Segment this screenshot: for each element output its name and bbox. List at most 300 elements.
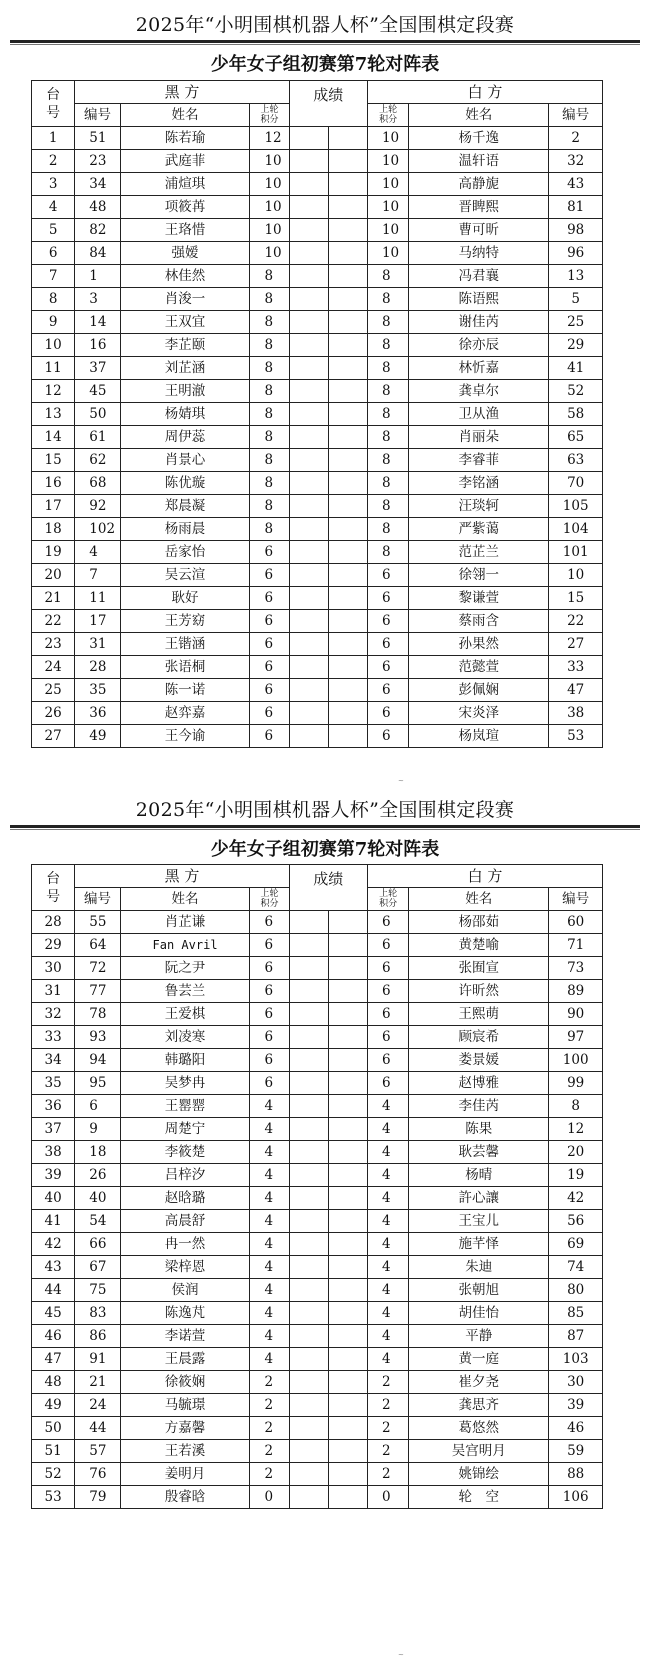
white-name: 黎谦萱 (409, 587, 549, 610)
pairing-row (32, 472, 603, 495)
white-prev-score: 6 (367, 587, 408, 610)
white-prev-score: 4 (367, 1164, 408, 1187)
pairing-row (32, 495, 603, 518)
table-number: 6 (32, 242, 75, 265)
pairing-row (32, 980, 603, 1003)
result-cell-white[interactable] (328, 1486, 367, 1509)
black-name: 徐筱娴 (120, 1371, 250, 1394)
result-cell-white[interactable] (328, 587, 367, 610)
white-number: 81 (549, 196, 603, 219)
black-prev-score: 8 (250, 518, 289, 541)
white-name: 王宝儿 (409, 1210, 549, 1233)
result-cell-black[interactable] (289, 288, 328, 311)
white-number: 46 (549, 1417, 603, 1440)
result-cell-black[interactable] (289, 127, 328, 150)
table-number: 48 (32, 1371, 75, 1394)
result-cell-black[interactable] (289, 725, 328, 748)
round-subtitle: 少年女子组初赛第7轮对阵表 (210, 54, 440, 75)
result-cell-black[interactable] (289, 219, 328, 242)
result-cell-white[interactable] (328, 449, 367, 472)
table-number: 25 (32, 679, 75, 702)
result-cell-white[interactable] (328, 1164, 367, 1187)
black-name: 周楚宁 (120, 1118, 250, 1141)
pairing-row (32, 242, 603, 265)
black-prev-score: 4 (250, 1118, 289, 1141)
result-cell-white[interactable] (328, 1463, 367, 1486)
black-prev-score: 6 (250, 633, 289, 656)
black-prev-score: 4 (250, 1256, 289, 1279)
black-number: 31 (75, 633, 120, 656)
white-prev-score: 4 (367, 1095, 408, 1118)
white-number: 74 (549, 1256, 603, 1279)
black-prev-score: 4 (250, 1233, 289, 1256)
white-name: 彭佩娴 (409, 679, 549, 702)
black-prev-score: 4 (250, 1141, 289, 1164)
result-cell-black[interactable] (289, 196, 328, 219)
result-cell-black[interactable] (289, 1440, 328, 1463)
white-prev-score: 6 (367, 656, 408, 679)
result-cell-white[interactable] (328, 1072, 367, 1095)
white-name: 施芊怿 (409, 1233, 549, 1256)
title-rule-thin (10, 829, 640, 830)
table-number: 26 (32, 702, 75, 725)
table-number: 29 (32, 934, 75, 957)
table-number: 35 (32, 1072, 75, 1095)
white-name: 杨邵茹 (409, 911, 549, 934)
white-number: 90 (549, 1003, 603, 1026)
pairing-row (32, 541, 603, 564)
result-cell-black[interactable] (289, 980, 328, 1003)
result-cell-white[interactable] (328, 934, 367, 957)
black-prev-score: 6 (250, 911, 289, 934)
result-cell-black[interactable] (289, 1210, 328, 1233)
header-black-num: 编号 (75, 104, 120, 127)
black-number: 23 (75, 150, 120, 173)
white-number: 65 (549, 426, 603, 449)
black-number: 50 (75, 403, 120, 426)
black-prev-score: 10 (250, 242, 289, 265)
result-cell-black[interactable] (289, 1118, 328, 1141)
black-prev-score: 8 (250, 426, 289, 449)
white-name: 杨岚瑄 (409, 725, 549, 748)
result-cell-white[interactable] (328, 1394, 367, 1417)
result-cell-black[interactable] (289, 1026, 328, 1049)
white-prev-score: 8 (367, 541, 408, 564)
prev-line2: 积分 (260, 115, 279, 125)
header-table-no (32, 865, 75, 911)
white-name: 马纳特 (409, 242, 549, 265)
black-name: 李诺萱 (120, 1325, 250, 1348)
header-white-name: 姓名 (409, 104, 549, 127)
pairing-row (32, 1210, 603, 1233)
result-cell-white[interactable] (328, 564, 367, 587)
black-number: 24 (75, 1394, 120, 1417)
white-prev-score: 6 (367, 1003, 408, 1026)
white-name: 轮 空 (409, 1486, 549, 1509)
header-black-name: 姓名 (120, 888, 250, 911)
black-prev-score: 6 (250, 587, 289, 610)
black-name: 王罂罂 (120, 1095, 250, 1118)
pairing-row (32, 150, 603, 173)
white-number: 97 (549, 1026, 603, 1049)
white-name: 崔夕尧 (409, 1371, 549, 1394)
result-cell-black[interactable] (289, 1256, 328, 1279)
white-number: 27 (549, 633, 603, 656)
header-black-name: 姓名 (120, 104, 250, 127)
result-cell-white[interactable] (328, 1440, 367, 1463)
black-number: 93 (75, 1026, 120, 1049)
white-number: 25 (549, 311, 603, 334)
black-name: 赵晗璐 (120, 1187, 250, 1210)
black-prev-score: 6 (250, 679, 289, 702)
pairing-row (32, 1394, 603, 1417)
pairing-row (32, 1072, 603, 1095)
result-cell-white[interactable] (328, 1118, 367, 1141)
black-name: 王锴涵 (120, 633, 250, 656)
black-prev-score: 6 (250, 541, 289, 564)
result-cell-white[interactable] (328, 1256, 367, 1279)
black-prev-score: 8 (250, 380, 289, 403)
white-name: 赵博雅 (409, 1072, 549, 1095)
result-cell-white[interactable] (328, 1302, 367, 1325)
result-cell-white[interactable] (328, 702, 367, 725)
table-number: 51 (32, 1440, 75, 1463)
white-number: 5 (549, 288, 603, 311)
white-prev-score: 8 (367, 357, 408, 380)
prev-line1: 上轮 (260, 889, 279, 899)
black-name: 冉一然 (120, 1233, 250, 1256)
result-cell-black[interactable] (289, 449, 328, 472)
white-number: 96 (549, 242, 603, 265)
black-prev-score: 6 (250, 656, 289, 679)
white-name: 朱迪 (409, 1256, 549, 1279)
result-cell-black[interactable] (289, 633, 328, 656)
result-cell-black[interactable] (289, 265, 328, 288)
result-cell-white[interactable] (328, 173, 367, 196)
table-number: 53 (32, 1486, 75, 1509)
result-cell-white[interactable] (328, 1233, 367, 1256)
black-number: 11 (75, 587, 120, 610)
white-number: 39 (549, 1394, 603, 1417)
result-cell-white[interactable] (328, 656, 367, 679)
result-cell-black[interactable] (289, 911, 328, 934)
black-prev-score: 8 (250, 311, 289, 334)
black-name: 肖芷谦 (120, 911, 250, 934)
result-cell-black[interactable] (289, 334, 328, 357)
result-cell-black[interactable] (289, 1164, 328, 1187)
black-number: 3 (75, 288, 120, 311)
result-cell-black[interactable] (289, 541, 328, 564)
result-cell-black[interactable] (289, 702, 328, 725)
black-name: 方嘉馨 (120, 1417, 250, 1440)
black-name: 侯润 (120, 1279, 250, 1302)
result-cell-white[interactable] (328, 980, 367, 1003)
result-cell-white[interactable] (328, 1279, 367, 1302)
result-cell-black[interactable] (289, 1233, 328, 1256)
white-prev-score: 10 (367, 127, 408, 150)
white-number: 70 (549, 472, 603, 495)
black-prev-score: 6 (250, 702, 289, 725)
white-number: 47 (549, 679, 603, 702)
black-name: 浦煊琪 (120, 173, 250, 196)
black-prev-score: 0 (250, 1486, 289, 1509)
table-number: 36 (32, 1095, 75, 1118)
result-cell-black[interactable] (289, 1463, 328, 1486)
white-number: 69 (549, 1233, 603, 1256)
result-cell-white[interactable] (328, 725, 367, 748)
white-name: 平静 (409, 1325, 549, 1348)
result-cell-black[interactable] (289, 472, 328, 495)
result-cell-white[interactable] (328, 380, 367, 403)
black-prev-score: 8 (250, 495, 289, 518)
result-cell-black[interactable] (289, 1049, 328, 1072)
result-cell-white[interactable] (328, 1187, 367, 1210)
result-cell-black[interactable] (289, 1348, 328, 1371)
black-name: 肖浚一 (120, 288, 250, 311)
result-cell-white[interactable] (328, 1371, 367, 1394)
result-cell-black[interactable] (289, 150, 328, 173)
black-name: 刘芷涵 (120, 357, 250, 380)
black-number: 40 (75, 1187, 120, 1210)
black-prev-score: 2 (250, 1417, 289, 1440)
table-number: 3 (32, 173, 75, 196)
result-cell-white[interactable] (328, 426, 367, 449)
pairing-row (32, 334, 603, 357)
black-name: 肖景心 (120, 449, 250, 472)
black-number: 82 (75, 219, 120, 242)
result-cell-white[interactable] (328, 1348, 367, 1371)
scan-mark: ~ (398, 1651, 404, 1659)
prev-line2: 积分 (379, 899, 398, 909)
result-cell-white[interactable] (328, 334, 367, 357)
black-name: 王若溪 (120, 1440, 250, 1463)
header-table-no-label: 台号 (46, 86, 61, 121)
result-cell-white[interactable] (328, 518, 367, 541)
white-name: 黄一庭 (409, 1348, 549, 1371)
result-cell-black[interactable] (289, 934, 328, 957)
result-cell-black[interactable] (289, 1072, 328, 1095)
black-number: 95 (75, 1072, 120, 1095)
pairing-row (32, 1164, 603, 1187)
pairing-row (32, 633, 603, 656)
result-cell-white[interactable] (328, 633, 367, 656)
result-cell-black[interactable] (289, 173, 328, 196)
black-number: 48 (75, 196, 120, 219)
white-number: 60 (549, 911, 603, 934)
result-cell-white[interactable] (328, 610, 367, 633)
black-name: 马毓璟 (120, 1394, 250, 1417)
white-name: 李睿菲 (409, 449, 549, 472)
result-cell-white[interactable] (328, 957, 367, 980)
black-prev-score: 8 (250, 334, 289, 357)
black-name: 高晨舒 (120, 1210, 250, 1233)
black-name: 王晨露 (120, 1348, 250, 1371)
result-cell-black[interactable] (289, 656, 328, 679)
white-prev-score: 2 (367, 1440, 408, 1463)
result-cell-black[interactable] (289, 518, 328, 541)
white-number: 43 (549, 173, 603, 196)
black-prev-score: 8 (250, 357, 289, 380)
result-cell-white[interactable] (328, 311, 367, 334)
result-cell-black[interactable] (289, 1371, 328, 1394)
table-number: 8 (32, 288, 75, 311)
white-name: 杨晴 (409, 1164, 549, 1187)
result-cell-black[interactable] (289, 1003, 328, 1026)
result-cell-black[interactable] (289, 1279, 328, 1302)
result-cell-black[interactable] (289, 564, 328, 587)
result-cell-black[interactable] (289, 495, 328, 518)
result-cell-white[interactable] (328, 265, 367, 288)
result-cell-white[interactable] (328, 357, 367, 380)
white-prev-score: 4 (367, 1118, 408, 1141)
header-black-num: 编号 (75, 888, 120, 911)
prev-line2: 积分 (379, 115, 398, 125)
result-cell-black[interactable] (289, 1394, 328, 1417)
black-number: 84 (75, 242, 120, 265)
result-cell-white[interactable] (328, 150, 367, 173)
black-number: 83 (75, 1302, 120, 1325)
white-number: 32 (549, 150, 603, 173)
result-cell-black[interactable] (289, 1486, 328, 1509)
result-cell-white[interactable] (328, 1325, 367, 1348)
black-number: 79 (75, 1486, 120, 1509)
black-name: 陈一诺 (120, 679, 250, 702)
black-number: 6 (75, 1095, 120, 1118)
white-number: 56 (549, 1210, 603, 1233)
result-cell-black[interactable] (289, 426, 328, 449)
black-number: 102 (75, 518, 120, 541)
pairing-row (32, 1302, 603, 1325)
result-cell-white[interactable] (328, 1210, 367, 1233)
pairing-row (32, 1141, 603, 1164)
result-cell-black[interactable] (289, 957, 328, 980)
result-cell-black[interactable] (289, 1417, 328, 1440)
black-number: 51 (75, 127, 120, 150)
result-cell-black[interactable] (289, 242, 328, 265)
pairing-row (32, 380, 603, 403)
black-prev-score: 6 (250, 1072, 289, 1095)
white-prev-score: 2 (367, 1371, 408, 1394)
table-number: 12 (32, 380, 75, 403)
result-cell-black[interactable] (289, 1095, 328, 1118)
header-white-name: 姓名 (409, 888, 549, 911)
black-number: 26 (75, 1164, 120, 1187)
table-number: 16 (32, 472, 75, 495)
white-prev-score: 6 (367, 980, 408, 1003)
white-number: 20 (549, 1141, 603, 1164)
black-prev-score: 6 (250, 1003, 289, 1026)
black-number: 76 (75, 1463, 120, 1486)
white-prev-score: 6 (367, 1072, 408, 1095)
result-cell-white[interactable] (328, 288, 367, 311)
result-cell-white[interactable] (328, 1141, 367, 1164)
white-number: 12 (549, 1118, 603, 1141)
white-name: 杨千逸 (409, 127, 549, 150)
result-cell-black[interactable] (289, 1302, 328, 1325)
result-cell-white[interactable] (328, 219, 367, 242)
white-number: 87 (549, 1325, 603, 1348)
black-number: 57 (75, 1440, 120, 1463)
white-number: 98 (549, 219, 603, 242)
title-rule-thin (10, 44, 640, 45)
table-number: 41 (32, 1210, 75, 1233)
white-number: 15 (549, 587, 603, 610)
pairing-row (32, 357, 603, 380)
black-name: 吴云渲 (120, 564, 250, 587)
result-cell-white[interactable] (328, 472, 367, 495)
white-name: 林忻嘉 (409, 357, 549, 380)
white-number: 103 (549, 1348, 603, 1371)
result-cell-black[interactable] (289, 610, 328, 633)
white-prev-score: 6 (367, 564, 408, 587)
table-number: 7 (32, 265, 75, 288)
result-cell-black[interactable] (289, 1187, 328, 1210)
result-cell-white[interactable] (328, 403, 367, 426)
table-number: 4 (32, 196, 75, 219)
black-name: 姜明月 (120, 1463, 250, 1486)
black-name: 刘凌寒 (120, 1026, 250, 1049)
result-cell-white[interactable] (328, 1049, 367, 1072)
white-name: 黄楚喻 (409, 934, 549, 957)
white-prev-score: 2 (367, 1394, 408, 1417)
white-number: 19 (549, 1164, 603, 1187)
white-name: 冯君襄 (409, 265, 549, 288)
black-prev-score: 8 (250, 449, 289, 472)
result-cell-white[interactable] (328, 242, 367, 265)
result-cell-black[interactable] (289, 357, 328, 380)
white-number: 13 (549, 265, 603, 288)
white-prev-score: 10 (367, 150, 408, 173)
result-cell-black[interactable] (289, 679, 328, 702)
white-number: 105 (549, 495, 603, 518)
result-cell-white[interactable] (328, 127, 367, 150)
black-prev-score: 2 (250, 1463, 289, 1486)
result-cell-white[interactable] (328, 1417, 367, 1440)
white-prev-score: 4 (367, 1302, 408, 1325)
result-cell-black[interactable] (289, 587, 328, 610)
pairing-row (32, 1118, 603, 1141)
result-cell-white[interactable] (328, 541, 367, 564)
black-name: 王双宜 (120, 311, 250, 334)
black-prev-score: 6 (250, 1049, 289, 1072)
result-cell-white[interactable] (328, 495, 367, 518)
result-cell-white[interactable] (328, 1003, 367, 1026)
scan-mark: ~ (398, 777, 404, 785)
result-cell-white[interactable] (328, 196, 367, 219)
pairing-row (32, 725, 603, 748)
white-name: 卫从渔 (409, 403, 549, 426)
white-name: 范芷兰 (409, 541, 549, 564)
result-cell-black[interactable] (289, 311, 328, 334)
white-prev-score: 8 (367, 311, 408, 334)
result-cell-black[interactable] (289, 1325, 328, 1348)
result-cell-black[interactable] (289, 380, 328, 403)
result-cell-white[interactable] (328, 1095, 367, 1118)
black-number: 49 (75, 725, 120, 748)
black-number: 21 (75, 1371, 120, 1394)
result-cell-white[interactable] (328, 679, 367, 702)
result-cell-white[interactable] (328, 1026, 367, 1049)
result-cell-black[interactable] (289, 403, 328, 426)
white-name: 肖丽朵 (409, 426, 549, 449)
white-number: 58 (549, 403, 603, 426)
white-name: 陈语熙 (409, 288, 549, 311)
table-number: 50 (32, 1417, 75, 1440)
black-number: 75 (75, 1279, 120, 1302)
result-cell-white[interactable] (328, 911, 367, 934)
white-prev-score: 10 (367, 196, 408, 219)
result-cell-black[interactable] (289, 1141, 328, 1164)
